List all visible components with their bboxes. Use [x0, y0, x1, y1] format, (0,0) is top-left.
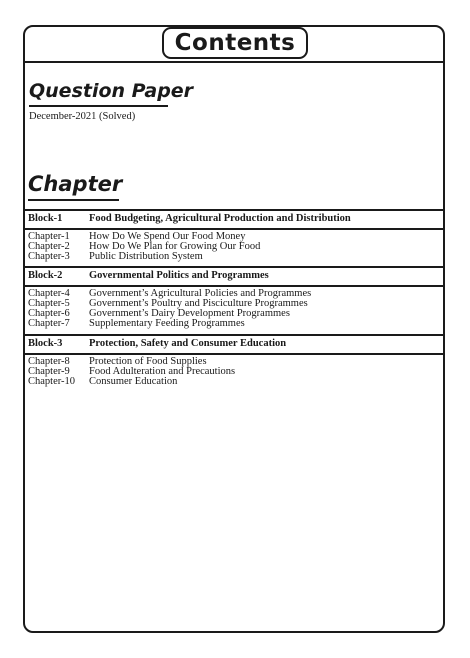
- chapter-heading: [28, 174, 122, 195]
- chapter-number: Chapter-5: [28, 298, 70, 309]
- chapter-number: Chapter-3: [28, 251, 70, 262]
- chapter-heading-text: Chapter: [28, 172, 123, 196]
- chapter-number: Chapter-1: [28, 231, 70, 242]
- chapter-name: Government’s Agricultural Policies and Programmes: [89, 288, 312, 299]
- chapter-name: Government’s Poultry and Pisciculture Programmes: [89, 298, 308, 309]
- block-label: Block-1: [28, 213, 63, 224]
- chapter-row: [25, 251, 443, 262]
- block-header-2: [25, 266, 443, 287]
- block-title: Protection, Safety and Consumer Education: [89, 338, 287, 349]
- block-label: Block-3: [28, 338, 63, 349]
- title-rule: [25, 61, 443, 63]
- chapter-row: [25, 376, 443, 387]
- block-header-1: [25, 209, 443, 230]
- question-paper-heading-text: Question Paper: [29, 80, 194, 102]
- chapter-number: Chapter-7: [28, 318, 70, 329]
- chapter-name: Consumer Education: [89, 376, 178, 387]
- chapter-name: How Do We Plan for Growing Our Food: [89, 241, 261, 252]
- chapter-name: Government’s Dairy Development Programmes: [89, 308, 290, 319]
- chapter-name: Public Distribution System: [89, 251, 203, 262]
- chapter-name: Protection of Food Supplies: [89, 356, 207, 367]
- chapter-name: Food Adulteration and Precautions: [89, 366, 236, 377]
- chapter-number: Chapter-4: [28, 288, 70, 299]
- contents-title-box: [162, 27, 308, 59]
- chapter-number: Chapter-10: [28, 376, 76, 387]
- question-paper-underline: [29, 105, 168, 107]
- chapter-number: Chapter-2: [28, 241, 70, 252]
- block-label: Block-2: [28, 270, 63, 281]
- block-header-3: [25, 334, 443, 355]
- chapter-number: Chapter-8: [28, 356, 70, 367]
- chapter-number: Chapter-6: [28, 308, 70, 319]
- chapter-number: Chapter-9: [28, 366, 70, 377]
- chapter-row: [25, 318, 443, 329]
- page-title: Contents: [174, 29, 296, 56]
- chapter-name: Supplementary Feeding Programmes: [89, 318, 245, 329]
- question-paper-item: December-2021 (Solved): [29, 111, 136, 122]
- block-title: Governmental Politics and Programmes: [89, 270, 269, 281]
- chapter-heading-underline: [28, 199, 119, 201]
- block-title: Food Budgeting, Agricultural Production and Distribution: [89, 213, 351, 224]
- chapter-name: How Do We Spend Our Food Money: [89, 231, 246, 242]
- question-paper-heading: [29, 82, 193, 101]
